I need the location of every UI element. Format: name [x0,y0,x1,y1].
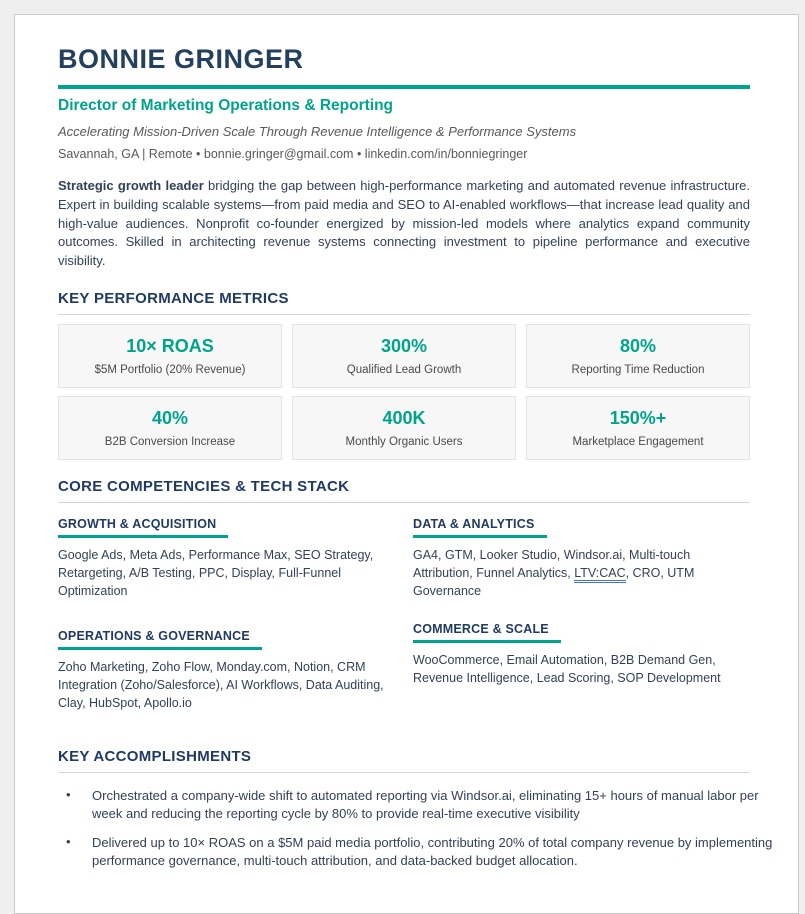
competency-group-operations [58,627,390,712]
metric-value: 150%+ [609,408,667,429]
grammar-marked-term[interactable]: LTV:CAC [574,566,625,583]
section-divider [58,502,750,503]
metric-value: 40% [151,408,189,429]
competency-group-title: COMMERCE & SCALE [413,622,561,643]
section-heading-competencies: CORE COMPETENCIES & TECH STACK [58,478,350,496]
competency-group-data [413,515,750,600]
competency-group-growth [58,515,390,600]
metric-value: 300% [380,336,428,357]
competency-group-text [413,546,750,600]
metric-label: Marketplace Engagement [572,436,704,449]
metric-card [526,396,750,460]
competency-group-title: DATA & ANALYTICS [413,517,547,538]
accomplishment-item [58,834,790,871]
contact-line: Savannah, GA | Remote • bonnie.gringer@gmail.com • linkedin.com/in/bonniegringer [58,147,528,162]
metric-label: Reporting Time Reduction [571,364,705,377]
summary-paragraph [58,177,750,270]
metric-value: 10× ROAS [126,336,214,357]
job-title: Director of Marketing Operations & Reporting [58,97,394,115]
competency-group-text [58,546,390,600]
tagline: Accelerating Mission-Driven Scale Through Revenue Intelligence & Performance Systems [58,124,577,140]
summary-body: bridging the gap between high-performance marketing and automated revenue infrastructure. Expert in building scalable systems—from paid media and SEO to AI-enabled workflows—that increase lead quality and high-value audiences. Nonprofit co-founder energized by mission-led models where analytics expand community outcomes. Skilled in architecting revenue systems connecting investment to pipeline performance and executive visibility. [58,178,750,268]
competency-group-commerce [413,620,750,687]
skill-text: , CRO, UTM Governance [413,566,695,599]
section-divider [58,314,750,315]
summary-lead: Strategic growth leader [58,178,204,194]
competency-group-title: OPERATIONS & GOVERNANCE [58,629,262,650]
section-heading-metrics: KEY PERFORMANCE METRICS [58,290,289,308]
skill-text: Google Ads, Meta Ads, Performance Max, SEO Strategy, Retargeting, A/B Testing, PPC, Display, Full-Funnel Optimization [58,548,374,599]
skill-text: Zoho Marketing, Zoho Flow, Monday.com, Notion, CRM Integration (Zoho/Salesforce), AI Workflows, Data Auditing, Clay, HubSpot, Apollo.io [58,659,384,710]
resume-page [14,14,799,914]
metric-label: Qualified Lead Growth [346,364,462,377]
accomplishment-text: Delivered up to 10× ROAS on a $5M paid media portfolio, contributing 20% of total company revenue by implementing performance governance, multi-touch attribution, and data-backed budget allocation. [92,834,773,869]
skill-text: WooCommerce, Email Automation, B2B Demand Gen, Revenue Intelligence, Lead Scoring, SOP Development [413,652,721,685]
metric-card [526,324,750,388]
skill-text: GA4, GTM, Looker Studio, Windsor.ai, Multi-touch Attribution, Funnel Analytics, [413,548,691,581]
metric-card [292,324,516,388]
metric-label: B2B Conversion Increase [104,436,236,449]
metric-label: Monthly Organic Users [345,436,463,449]
accomplishment-text: Orchestrated a company-wide shift to automated reporting via Windsor.ai, eliminating 15+ hours of manual labor per week and reducing the reporting cycle by 80% to provide real-time executive visibility [92,787,759,822]
competency-group-title: GROWTH & ACQUISITION [58,517,228,538]
competencies-grid [58,515,750,712]
competency-group-text [58,658,390,712]
competency-group-text [413,651,750,687]
metric-value: 80% [619,336,657,357]
accent-divider [58,85,750,89]
metrics-grid [58,324,750,460]
accomplishment-item [58,787,790,824]
bullet-icon: • [66,833,71,849]
metric-value: 400K [382,408,426,429]
metric-card [292,396,516,460]
section-heading-accomplishments: KEY ACCOMPLISHMENTS [58,747,252,765]
metric-card [58,396,282,460]
metric-label: $5M Portfolio (20% Revenue) [94,364,246,377]
bullet-icon: • [66,786,71,802]
metric-card [58,324,282,388]
person-name: BONNIE GRINGER [58,44,304,74]
section-divider [58,772,750,773]
accomplishments-list [58,787,790,871]
